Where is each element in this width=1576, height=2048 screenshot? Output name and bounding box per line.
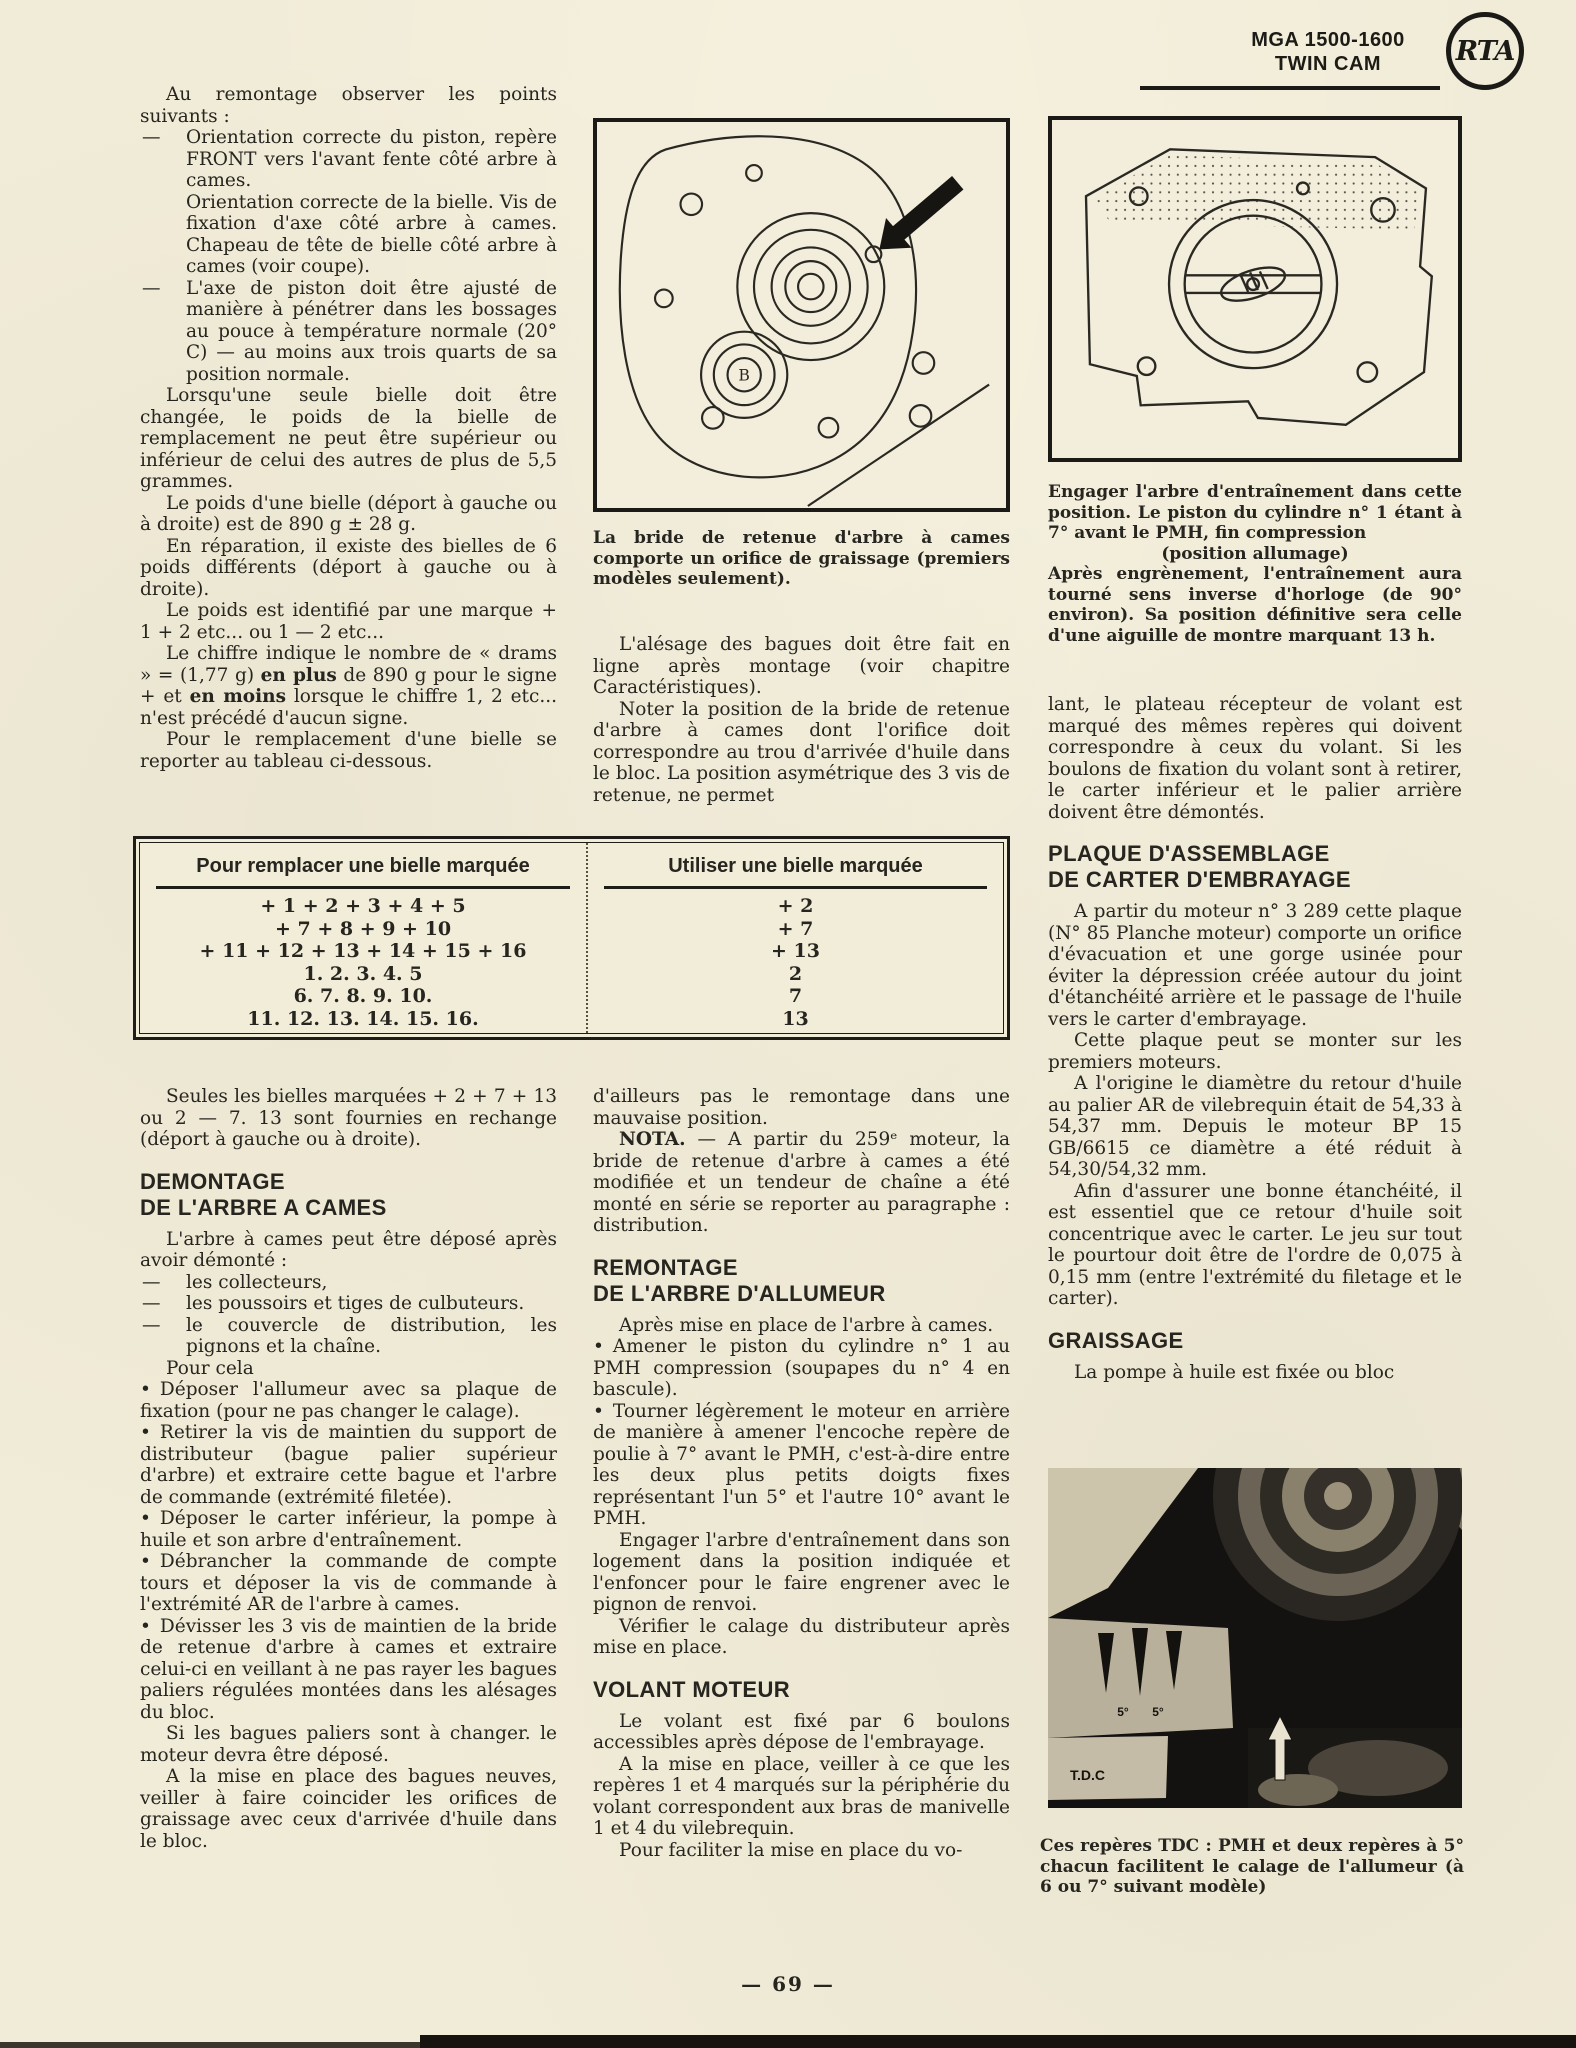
bullet-item: • Amener le piston du cylindre n° 1 au PMH compression (soupapes du n° 4 en bascule).: [593, 1336, 1010, 1400]
heading-plaque-assemblage: PLAQUE D'ASSEMBLAGE DE CARTER D'EMBRAYAGE: [1048, 841, 1351, 892]
dash-mark: —: [142, 277, 161, 299]
table-row: + 13: [771, 940, 820, 962]
paragraph: Lorsqu'une seule bielle doit être changée, le poids de la bielle de remplacement ne peut être supérieur ou inférieur de celui des autres de plus de 5,5 grammes.: [140, 385, 557, 492]
paragraph: La pompe à huile est fixée ou bloc: [1074, 1361, 1395, 1383]
paragraph: Au remontage observer les points suivants :: [140, 84, 557, 127]
paragraph: Pour cela: [166, 1357, 254, 1379]
paragraph: Pour le remplacement d'une bielle se reporter au tableau ci-dessous.: [140, 729, 557, 772]
table-row: + 7 + 8 + 9 + 10: [274, 917, 452, 940]
paragraph: Seules les bielles marquées + 2 + 7 + 13 ou 2 — 7. 13 sont fournies en rechange (déport à gauche ou à droite).: [140, 1086, 557, 1150]
paragraph: Si les bagues paliers sont à changer. le moteur devra être déposé.: [140, 1723, 557, 1766]
column-left-top: [140, 84, 557, 772]
bullet-mark: •: [140, 1508, 151, 1529]
dash-mark: —: [142, 127, 161, 148]
heading-demontage: DEMONTAGE DE L'ARBRE A CAMES: [140, 1168, 387, 1220]
table-row: 11. 12. 13. 14. 15. 16.: [247, 1007, 479, 1030]
header-model: [1228, 28, 1428, 76]
bullet-mark: •: [593, 1400, 604, 1422]
table-row: 2: [788, 962, 803, 985]
caption-tdc: Ces repères TDC : PMH et deux repères à 5° chacun facilitent le calage de l'allumeur (à 6 ou 7° suivant modèle): [1040, 1836, 1464, 1897]
caption-engagement: Engager l'arbre d'entraînement dans cette position. Le piston du cylindre n° 1 étant à 7° avant le PMH, fin compression (position allumage) Après engrènement, l'entraînement aura tourné sens inverse d'horloge (de 90° environ). Sa position définitive sera celle d'une aiguille de montre marquant 13 h.: [1048, 482, 1462, 646]
bullet-item: • Débrancher la commande de compte tours et déposer la vis de commande à l'extrémité AR de l'arbre à cames.: [140, 1551, 557, 1615]
paragraph: lant, le plateau récepteur de volant est marqué des mêmes repères qui doivent correspondre à ceux du volant. Si les boulons de fixation du volant sont à retirer, le carter inférieur et le palier arrière doivent être démontés.: [1048, 694, 1462, 823]
camshaft-plate-drawing: [597, 122, 1006, 508]
header-rule: [1140, 86, 1440, 90]
bielle-replacement-table: [133, 836, 1010, 1040]
paragraph: L'alésage des bagues doit être fait en ligne après montage (voir chapitre Caractéristiques).: [593, 634, 1010, 698]
degree-label-left: 5°: [1117, 1705, 1129, 1719]
dash-mark: —: [142, 1293, 161, 1314]
bullet-mark: •: [593, 1336, 604, 1357]
paragraph: Après mise en place de l'arbre à cames.: [619, 1314, 994, 1336]
paragraph: Engager l'arbre d'entraînement dans son logement dans la position indiquée et l'enfoncer pour le faire engrener avec le pignon de renvoi.: [593, 1529, 1010, 1615]
table-row: + 11 + 12 + 13 + 14 + 15 + 16: [199, 940, 527, 962]
table-row: + 7: [777, 917, 814, 940]
list-item: — L'axe de piston doit être ajusté de manière à pénétrer dans les bossages au pouce à température normale (20° C) — au moins aux trois quarts de sa position normale.: [142, 277, 557, 385]
column-middle-bottom: [593, 1086, 1010, 1861]
table-row: 1. 2. 3. 4. 5: [303, 962, 423, 985]
paragraph: A la mise en place des bagues neuves, veiller à faire coincider les orifices de graissage avec ceux d'arrivée d'huile dans le bloc.: [140, 1766, 557, 1852]
heading-remontage-allumeur: REMONTAGE DE L'ARBRE D'ALLUMEUR: [593, 1254, 886, 1306]
table-header-left: Pour remplacer une bielle marquée: [156, 843, 570, 889]
bullet-item: • Déposer l'allumeur avec sa plaque de fixation (pour ne pas changer le calage).: [140, 1379, 557, 1422]
bullet-item: • Tourner légèrement le moteur en arrière de manière à amener l'encoche repère de poulie à 7° avant le PMH, c'est-à-dire entre les deux plus petits doigts fixes représentant l'un 5° et l'autre 10° avant le PMH.: [593, 1400, 1010, 1529]
paragraph: Vérifier le calage du distributeur après mise en place.: [593, 1615, 1010, 1658]
table-row: 7: [788, 985, 803, 1007]
arrow-icon: [879, 176, 963, 249]
bullet-item: • Dévisser les 3 vis de maintien de la bride de retenue d'arbre à cames et extraire celui-ci en veillant à ne pas rayer les bagues paliers régulées montées dans les alésages du bloc.: [140, 1615, 557, 1723]
rta-logo: [1446, 12, 1524, 90]
table-row: 6. 7. 8. 9. 10.: [293, 985, 433, 1007]
paragraph: En réparation, il existe des bielles de 6 poids différents (déport à gauche ou à droite).: [140, 535, 557, 600]
paragraph: d'ailleurs pas le remontage dans une mauvaise position.: [593, 1086, 1010, 1129]
bullet-item: • Retirer la vis de maintien du support de distributeur (bague palier supérieur d'arbre) et extraire cette bague et l'arbre de commande (extrémité filetée).: [140, 1422, 557, 1508]
paragraph: Le poids est identifié par une marque + 1 + 2 etc... ou 1 — 2 etc...: [140, 600, 557, 643]
column-right: [1048, 694, 1462, 1383]
bullet-mark: •: [140, 1422, 151, 1443]
paragraph: NOTA. — A partir du 259ᵉ moteur, la bride de retenue d'arbre à cames a été modifiée et un tendeur de chaîne a été monté en série se reporter au paragraphe : distribution.: [593, 1129, 1010, 1236]
paragraph: L'arbre à cames peut être déposé après avoir démonté :: [140, 1228, 557, 1271]
page-number: — 69 —: [741, 1972, 835, 1996]
paragraph: Pour faciliter la mise en place du vo-: [619, 1839, 963, 1861]
degree-label-right: 5°: [1152, 1705, 1164, 1719]
camshaft-plate-illustration: [593, 118, 1010, 512]
table-row: + 1 + 2 + 3 + 4 + 5: [260, 895, 466, 917]
drive-engagement-drawing: [1052, 120, 1458, 458]
dash-mark: —: [142, 1314, 161, 1336]
paragraph: Noter la position de la bride de retenue d'arbre à cames dont l'orifice doit correspondre au trou d'arrivée d'huile dans le bloc. La position asymétrique des 3 vis de retenue, ne permet: [593, 698, 1010, 806]
paragraph: Afin d'assurer une bonne étanchéité, il est essentiel que ce retour d'huile soit concentrique avec le carter. Le jeu sur tout le pourtour doit être de l'ordre de 0,075 à 0,15 mm (entre l'extrémité du filetage et le carter).: [1048, 1180, 1462, 1309]
paragraph: Le chiffre indique le nombre de « drams » = (1,77 g) en plus de 890 g pour le signe + et en moins lorsque le chiffre 1, 2 etc... n'est précédé d'aucun signe.: [140, 643, 557, 729]
heading-volant-moteur: VOLANT MOTEUR: [593, 1676, 791, 1702]
paragraph: Le poids d'une bielle (déport à gauche ou à droite) est de 890 g ± 28 g.: [140, 492, 557, 535]
paragraph: A la mise en place, veiller à ce que les repères 1 et 4 marqués sur la périphérie du volant correspondent aux bras de manivelle 1 et 4 du vilebrequin.: [593, 1753, 1010, 1839]
bullet-item: • Déposer le carter inférieur, la pompe à huile et son arbre d'entraînement.: [140, 1508, 557, 1551]
bullet-mark: •: [140, 1551, 151, 1572]
list-item: — Orientation correcte du piston, repère FRONT vers l'avant fente côté arbre à cames.: [142, 127, 557, 191]
dash-mark: —: [142, 1271, 161, 1293]
table-header-right: Utiliser une bielle marquée: [604, 843, 987, 889]
paragraph: Cette plaque peut se monter sur les premiers moteurs.: [1048, 1030, 1462, 1073]
list-item: — le couvercle de distribution, les pignons et la chaîne.: [142, 1314, 557, 1357]
paragraph: A partir du moteur n° 3 289 cette plaque (N° 85 Planche moteur) comporte un orifice d'évacuation et une gorge usinée pour éviter la dépression créée autour du joint d'étanchéité arrière et le passage de l'huile vers le carter d'embrayage.: [1048, 901, 1462, 1030]
column-middle-top: [593, 634, 1010, 806]
bullet-mark: •: [140, 1615, 151, 1637]
heading-graissage: GRAISSAGE: [1048, 1327, 1184, 1353]
scan-edge-dark-strip: [420, 2035, 1576, 2048]
header-model-line2: TWIN CAM: [1274, 53, 1382, 75]
list-item: — les poussoirs et tiges de culbuteurs.: [142, 1293, 525, 1314]
table-row: 13: [782, 1007, 809, 1030]
bullet-mark: •: [140, 1379, 151, 1400]
tdc-label: T.D.C: [1070, 1767, 1105, 1783]
list-item: — les collecteurs,: [142, 1271, 328, 1293]
timing-marks-photo-image: [1048, 1468, 1462, 1808]
illustration-label-b: B: [738, 365, 750, 385]
column-left-bottom: [140, 1086, 557, 1852]
caption-bride-retenue: La bride de retenue d'arbre à cames comporte un orifice de graissage (premiers modèles seulement).: [593, 528, 1010, 589]
drive-engagement-illustration: [1048, 116, 1462, 462]
header-model-line1: MGA 1500-1600: [1251, 29, 1405, 51]
paragraph: Le volant est fixé par 6 boulons accessibles après dépose de l'embrayage.: [593, 1710, 1010, 1753]
table-row: + 2: [777, 895, 814, 917]
timing-marks-photo: [1048, 1468, 1462, 1808]
rta-logo-text: RTA: [1455, 35, 1515, 67]
list-item: Orientation correcte de la bielle. Vis de fixation d'axe côté arbre à cames. Chapeau de tête de bielle côté arbre à cames (voir coupe).: [186, 191, 557, 277]
paragraph: A l'origine le diamètre du retour d'huile au palier AR de vilebrequin était de 54,33 à 54,37 mm. Depuis le moteur BP 15 GB/6615 ce diamètre a été réduit à 54,30/54,32 mm.: [1048, 1073, 1462, 1180]
